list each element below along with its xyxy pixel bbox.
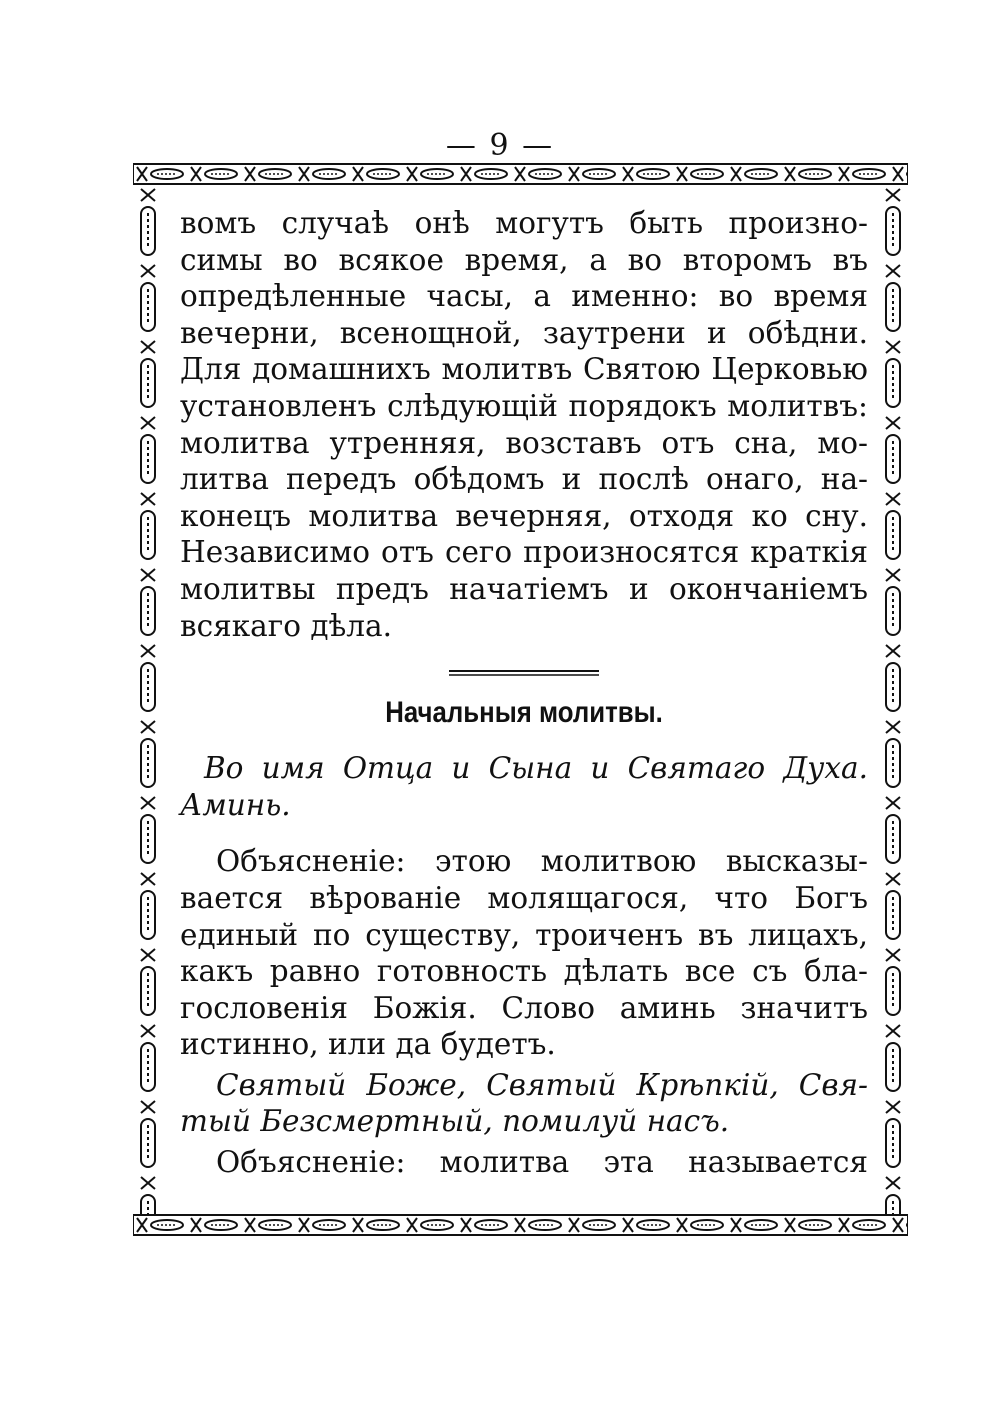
page-number: — 9 — [445, 128, 555, 163]
text-line: единый по существу, троиченъ въ лицахъ, [180, 917, 868, 952]
section-divider [449, 668, 599, 678]
frame-bottom-ornament [133, 1214, 908, 1236]
text-line: опредѣленные часы, а именно: во время [180, 279, 868, 314]
text-line: Аминь. [180, 787, 291, 822]
text-line: Святый Боже, Святый Крѣпкій, Свя- [216, 1067, 868, 1102]
paragraph-prayer-types [180, 205, 868, 644]
text-line: Объясненіе: молитва эта называется [216, 1145, 868, 1180]
prayer-trisagion [180, 1067, 868, 1140]
text-line: установленъ слѣдующій порядокъ молитвъ: [180, 388, 868, 423]
text-line: вается вѣрованіе молящагося, что Богъ [180, 880, 868, 915]
frame-right-ornament [880, 185, 906, 1214]
explanation-first [180, 843, 868, 1063]
text-line: Независимо отъ сего произносятся краткія [180, 535, 868, 570]
text-line: молитва утренняя, возставъ отъ сна, мо- [180, 425, 868, 460]
text-line: всякаго дѣла. [180, 608, 393, 643]
text-line: вомъ случаѣ онѣ могутъ быть произно- [180, 206, 868, 240]
text-line: Во имя Отца и Сына и Святаго Духа. [204, 751, 868, 786]
text-line: истинно, или да будетъ. [180, 1027, 556, 1062]
frame-left-ornament [135, 185, 161, 1214]
text-line: вечерни, всенощной, заутрени и обѣдни. [180, 315, 868, 350]
text-line: Для домашнихъ молитвъ Святою Церковью [180, 352, 868, 387]
section-heading: Начальныя молитвы. [385, 696, 663, 730]
text-line: какъ равно готовность дѣлать все съ бла- [180, 954, 868, 989]
text-line: молитвы предъ начатіемъ и окончаніемъ [180, 571, 868, 606]
prayer-in-the-name [180, 750, 868, 787]
explanation-second [180, 1144, 868, 1181]
text-line: литва передъ обѣдомъ и послѣ онаго, на- [180, 462, 868, 497]
text-line: симы во всякое время, а во второмъ въ [180, 242, 868, 277]
text-line: гословенія Божія. Слово аминь значитъ [180, 990, 868, 1025]
prayer-amen [180, 787, 868, 824]
text-line: конецъ молитва вечерняя, отходя ко сну. [180, 498, 868, 533]
text-line: тый Безсмертный, помилуй насъ. [180, 1104, 730, 1139]
text-line: Объясненіе: этою молитвою высказы- [216, 844, 868, 879]
page-content [180, 205, 868, 1181]
frame-top-ornament [133, 163, 908, 185]
